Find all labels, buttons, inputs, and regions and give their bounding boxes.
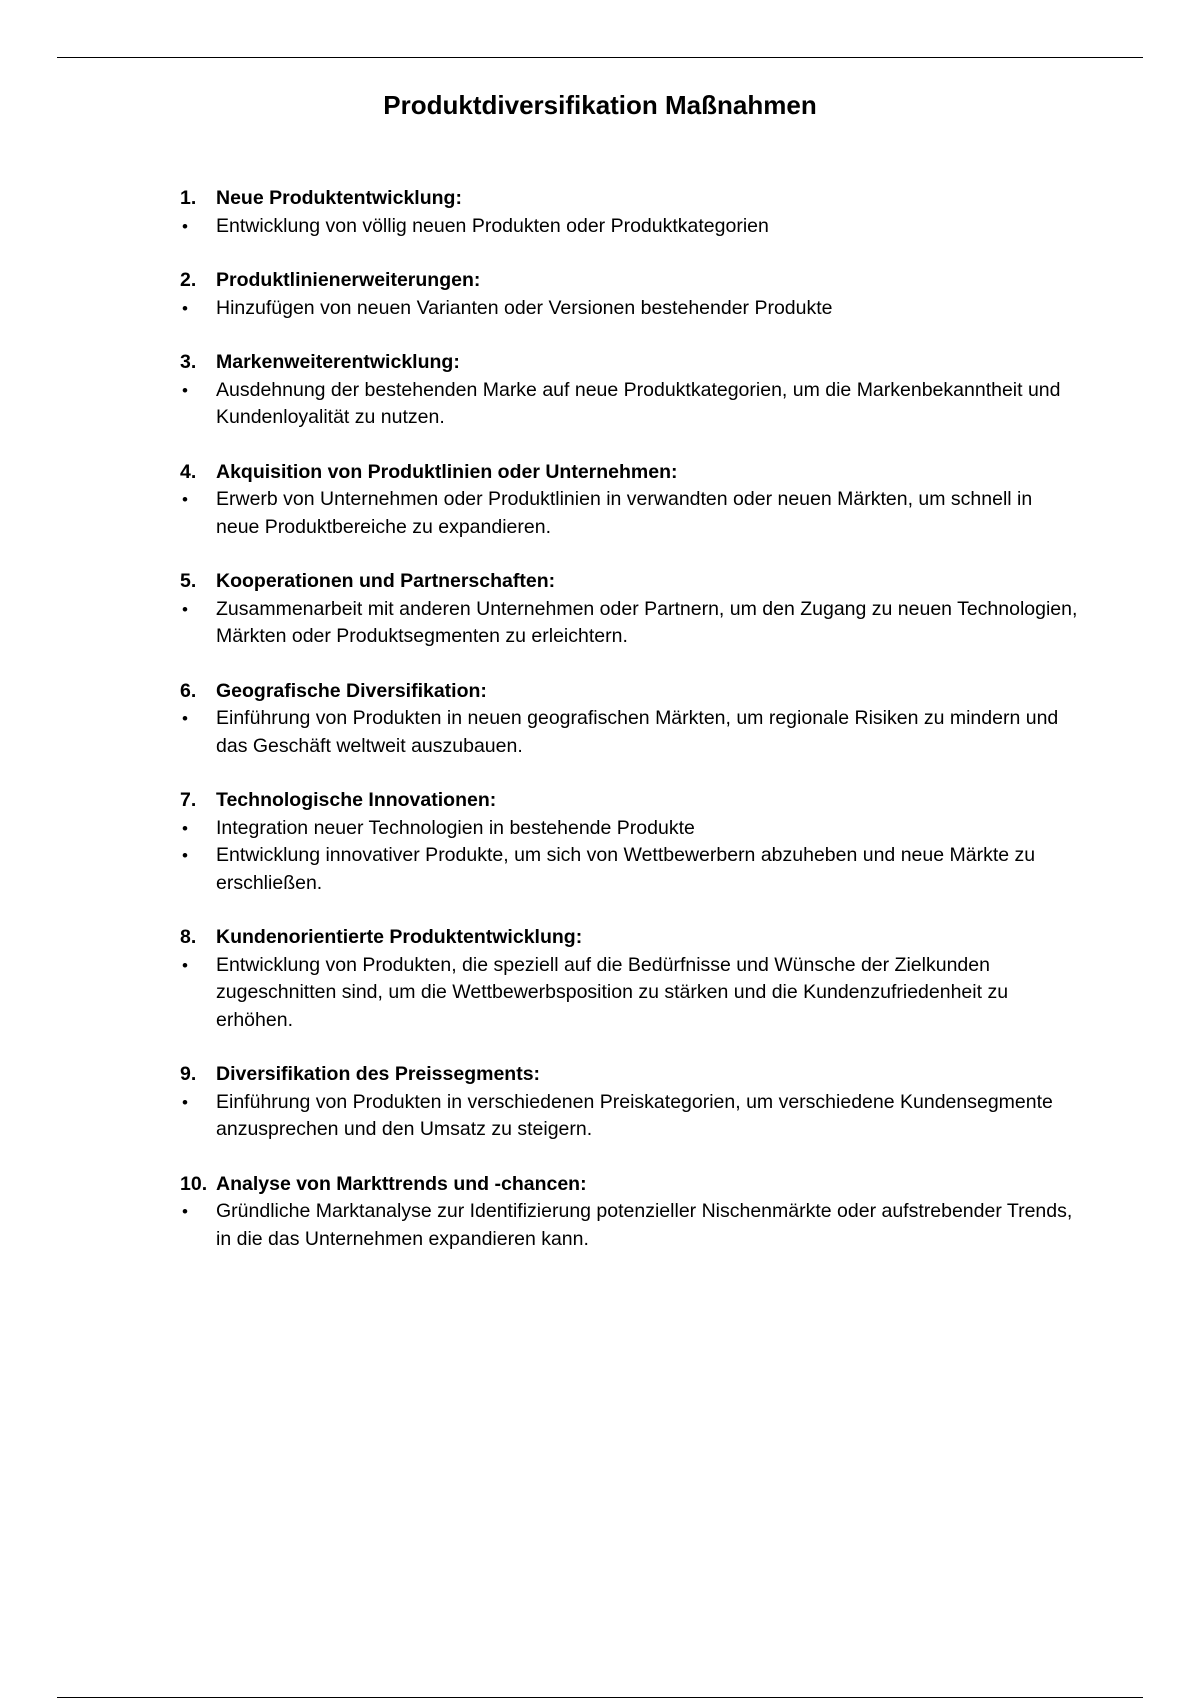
bullet-text: Einführung von Produkten in verschiedenen Preiskategorien, um verschiedene Kundensegmente anzusprechen und den Umsatz zu steigern. (216, 1090, 1053, 1140)
section-title: Kooperationen und Partnerschaften: (216, 570, 556, 592)
bullet-item (180, 486, 1080, 541)
bullet-text: Hinzufügen von neuen Varianten oder Versionen bestehender Produkte (216, 296, 833, 319)
section-3 (180, 349, 1080, 432)
section-title: Produktlinienerweiterungen: (216, 269, 481, 291)
section-6 (180, 678, 1080, 761)
section-heading (180, 459, 1080, 487)
header-rule (57, 57, 1143, 58)
section-heading (180, 924, 1080, 952)
section-heading (180, 1061, 1080, 1089)
section-9 (180, 1061, 1080, 1144)
section-heading (180, 678, 1080, 706)
bullet-text: Entwicklung von völlig neuen Produkten oder Produktkategorien (216, 214, 769, 237)
bullet-text: Entwicklung innovativer Produkte, um sich von Wettbewerbern abzuheben und neue Märkte zu erschließen. (216, 844, 1036, 894)
section-number: 8. (180, 926, 197, 948)
section-number: 2. (180, 269, 197, 291)
measures-list (180, 185, 1080, 1280)
section-number: 9. (180, 1063, 197, 1085)
section-number: 5. (180, 570, 197, 592)
section-title: Neue Produktentwicklung: (216, 187, 462, 209)
bullet-item (180, 295, 1080, 323)
bullet-text: Ausdehnung der bestehenden Marke auf neue Produktkategorien, um die Markenbekanntheit und Kundenloyalität zu nutzen. (216, 378, 1061, 428)
section-1 (180, 185, 1080, 240)
section-heading (180, 568, 1080, 596)
section-number: 6. (180, 679, 197, 702)
bullet-icon: • (182, 955, 188, 975)
section-title: Markenweiterentwicklung: (216, 351, 460, 373)
footer-rule (57, 1697, 1143, 1698)
bullet-text: Zusammenarbeit mit anderen Unternehmen oder Partnern, um den Zugang zu neuen Technologien, Märkten oder Produktsegmenten zu erleichtern. (216, 597, 1078, 647)
bullet-icon: • (182, 818, 188, 838)
section-number: 10. (180, 1172, 208, 1195)
bullet-item (180, 1198, 1080, 1253)
bullet-text: Einführung von Produkten in neuen geografischen Märkten, um regionale Risiken zu mindern und das Geschäft weltweit auszubauen. (216, 707, 1059, 757)
section-title: Kundenorientierte Produktentwicklung: (216, 926, 583, 948)
section-8 (180, 924, 1080, 1034)
bullet-icon: • (182, 599, 188, 619)
section-heading (180, 185, 1080, 213)
bullet-item (180, 1089, 1080, 1144)
section-title: Technologische Innovationen: (216, 789, 497, 811)
section-number: 4. (180, 460, 197, 483)
bullet-icon: • (182, 216, 188, 236)
bullet-text: Gründliche Marktanalyse zur Identifizierung potenzieller Nischenmärkte oder aufstrebender Trends, in die das Unternehmen expandieren kann. (216, 1200, 1073, 1250)
bullet-icon: • (182, 1202, 188, 1221)
bullet-item (180, 815, 1080, 843)
bullet-item (180, 596, 1080, 651)
section-heading (180, 787, 1080, 815)
section-number: 7. (180, 789, 197, 811)
section-5 (180, 568, 1080, 651)
bullet-item (180, 842, 1080, 897)
section-heading (180, 349, 1080, 377)
bullet-icon: • (182, 846, 188, 865)
section-number: 3. (180, 351, 197, 373)
section-7 (180, 787, 1080, 897)
section-title: Akquisition von Produktlinien oder Unternehmen: (216, 460, 678, 483)
bullet-icon: • (182, 709, 188, 728)
bullet-item (180, 377, 1080, 432)
bullet-item (180, 213, 1080, 241)
bullet-icon: • (182, 298, 188, 318)
bullet-icon: • (182, 1092, 188, 1112)
section-10 (180, 1171, 1080, 1254)
bullet-icon: • (182, 490, 188, 509)
section-2 (180, 267, 1080, 322)
section-title: Analyse von Markttrends und -chancen: (216, 1172, 587, 1195)
bullet-item (180, 705, 1080, 760)
bullet-text: Erwerb von Unternehmen oder Produktlinien in verwandten oder neuen Märkten, um schnell in neue Produktbereiche zu expandieren. (216, 488, 1033, 538)
section-heading (180, 1171, 1080, 1199)
section-4 (180, 459, 1080, 542)
section-heading (180, 267, 1080, 295)
bullet-text: Integration neuer Technologien in bestehende Produkte (216, 816, 695, 839)
bullet-icon: • (182, 380, 188, 400)
section-title: Geografische Diversifikation: (216, 679, 487, 702)
section-title: Diversifikation des Preissegments: (216, 1063, 541, 1085)
bullet-text: Entwicklung von Produkten, die speziell auf die Bedürfnisse und Wünsche der Zielkunden zugeschnitten sind, um die Wettbewerbsposition zu stärken und die Kundenzufriedenheit zu erhöhen. (216, 953, 1009, 1031)
section-number: 1. (180, 187, 197, 209)
bullet-item (180, 952, 1080, 1035)
page-title: Produktdiversifikation Maßnahmen (383, 90, 817, 121)
